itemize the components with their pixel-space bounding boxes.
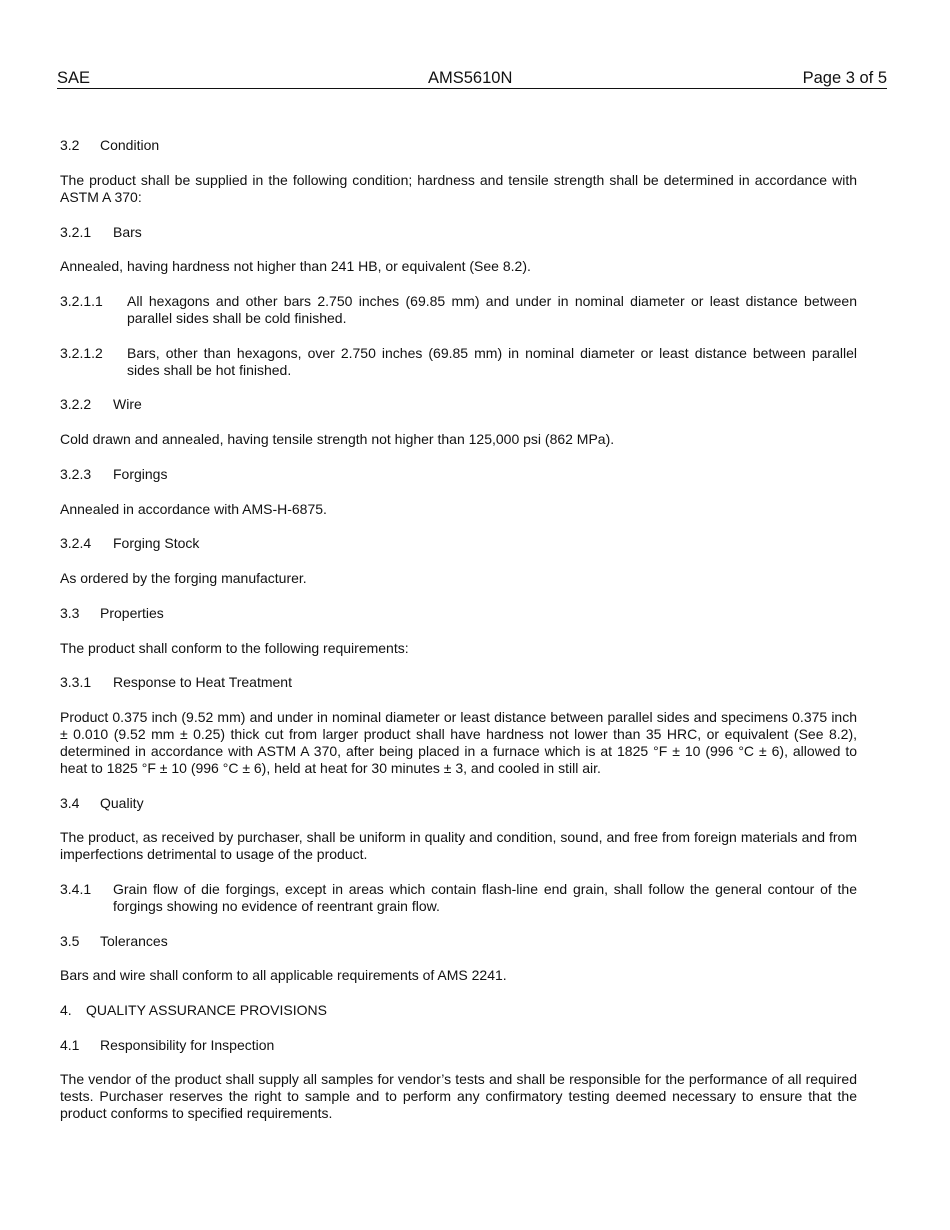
paragraph: Bars and wire shall conform to all applicable requirements of AMS 2241. bbox=[60, 967, 507, 983]
section-title: Bars bbox=[113, 224, 142, 240]
paragraph: All hexagons and other bars 2.750 inches (69.85 mm) and under in nominal diameter or least distance between parallel sides shall be cold finished. bbox=[127, 293, 857, 326]
paragraph: As ordered by the forging manufacturer. bbox=[60, 570, 307, 586]
section-number: 3.4 bbox=[60, 795, 80, 811]
paragraph: The product, as received by purchaser, shall be uniform in quality and condition, sound, and free from foreign materials and from imperfections detrimental to usage of the product. bbox=[60, 829, 857, 862]
section-number: 3.5 bbox=[60, 933, 80, 949]
paragraph: Cold drawn and annealed, having tensile strength not higher than 125,000 psi (862 MPa). bbox=[60, 431, 615, 447]
section-number: 4.1 bbox=[60, 1037, 80, 1053]
section-3-2-1-2 bbox=[60, 345, 857, 379]
paragraph: Annealed in accordance with AMS-H-6875. bbox=[60, 501, 327, 517]
section-title: Condition bbox=[100, 137, 160, 153]
section-title: Forging Stock bbox=[113, 535, 200, 551]
page-header bbox=[57, 69, 887, 89]
section-number: 3.2.4 bbox=[60, 535, 92, 551]
header-org: SAE bbox=[57, 69, 91, 87]
section-3-2-1-1 bbox=[60, 293, 857, 327]
section-title: Tolerances bbox=[100, 933, 168, 949]
section-title: Quality bbox=[100, 795, 144, 811]
paragraph: The product shall conform to the following requirements: bbox=[60, 640, 409, 656]
section-number: 3.2.1.2 bbox=[60, 345, 103, 361]
paragraph: Annealed, having hardness not higher than 241 HB, or equivalent (See 8.2). bbox=[60, 258, 531, 274]
section-number: 3.3 bbox=[60, 605, 80, 621]
section-number: 4. bbox=[60, 1002, 72, 1018]
section-number: 3.2.2 bbox=[60, 396, 92, 412]
section-title: Properties bbox=[100, 605, 164, 621]
section-3-4-1 bbox=[60, 881, 857, 915]
paragraph: The vendor of the product shall supply all samples for vendor’s tests and shall be responsible for the performance of all required tests. Purchaser reserves the right to sample and to perform any confirmatory testing deemed necessary to ensure that the product conforms to specified requirements. bbox=[60, 1071, 857, 1121]
paragraph: The product shall be supplied in the following condition; hardness and tensile strength shall be determined in accordance with ASTM A 370: bbox=[60, 172, 857, 205]
section-title: QUALITY ASSURANCE PROVISIONS bbox=[86, 1002, 327, 1018]
section-number: 3.2 bbox=[60, 137, 80, 153]
header-page-number: Page 3 of 5 bbox=[802, 69, 887, 87]
section-number: 3.3.1 bbox=[60, 674, 92, 690]
section-number: 3.2.1.1 bbox=[60, 293, 103, 309]
section-title: Forgings bbox=[113, 466, 168, 482]
section-title: Wire bbox=[113, 396, 142, 412]
section-number: 3.4.1 bbox=[60, 881, 92, 897]
paragraph: Bars, other than hexagons, over 2.750 inches (69.85 mm) in nominal diameter or least distance between parallel sides shall be hot finished. bbox=[127, 345, 857, 378]
header-doc-id: AMS5610N bbox=[428, 69, 513, 87]
paragraph: Grain flow of die forgings, except in areas which contain flash-line end grain, shall follow the general contour of the forgings showing no evidence of reentrant grain flow. bbox=[113, 881, 857, 914]
section-title: Response to Heat Treatment bbox=[113, 674, 292, 690]
section-number: 3.2.1 bbox=[60, 224, 92, 240]
section-number: 3.2.3 bbox=[60, 466, 92, 482]
section-title: Responsibility for Inspection bbox=[100, 1037, 275, 1053]
paragraph: Product 0.375 inch (9.52 mm) and under in nominal diameter or least distance between parallel sides and specimens 0.375 inch ± 0.010 (9.52 mm ± 0.25) thick cut from larger product shall have hardness not lower than 35 HRC, or equivalent (See 8.2), determined in accordance with ASTM A 370, after being placed in a furnace which is at 1825 °F ± 10 (996 °C ± 6), allowed to heat to 1825 °F ± 10 (996 °C ± 6), held at heat for 30 minutes ± 3, and cooled in still air. bbox=[60, 709, 857, 776]
